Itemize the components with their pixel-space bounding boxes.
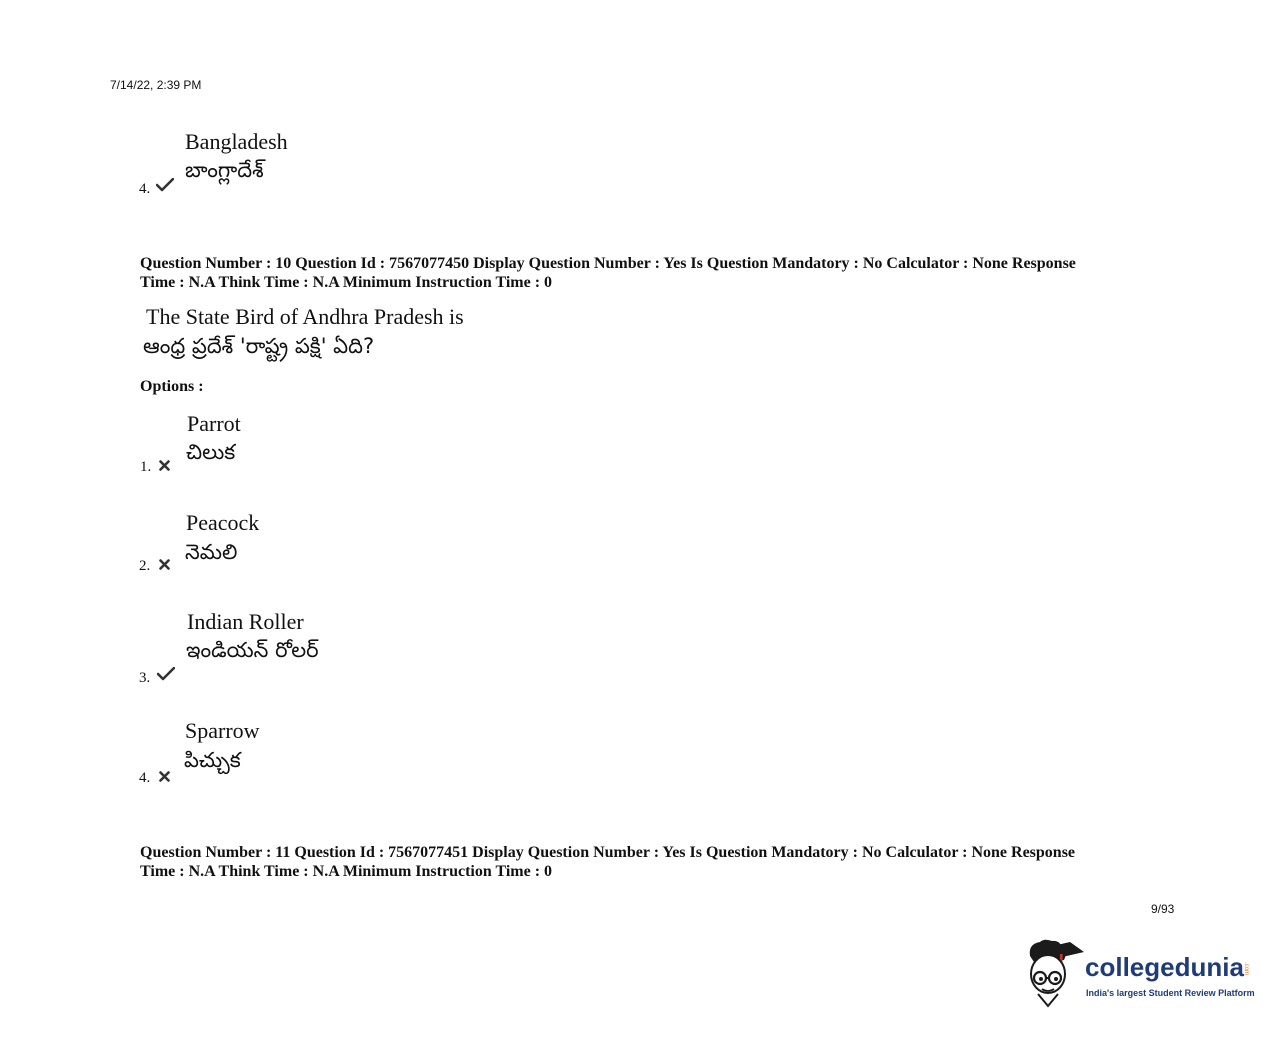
cross-icon — [159, 458, 170, 476]
page-number: 9/93 — [1151, 902, 1175, 916]
options-label: Options : — [140, 378, 204, 395]
option-2-text-te: నెమలి — [185, 540, 238, 564]
question-10-text-te: ఆంధ్ర ప్రదేశ్ 'రాష్ట్ర పక్షి' ఏది? — [143, 334, 375, 358]
logo-domain-suffix: .com — [1243, 962, 1249, 976]
option-3-number: 3. — [139, 670, 151, 686]
cross-icon — [159, 769, 170, 787]
option-4-text-te: పిచ్చుక — [184, 748, 241, 772]
option-1-number: 1. — [140, 459, 152, 475]
question-10-meta-line-2: Time : N.A Think Time : N.A Minimum Instruction Time : 0 — [140, 274, 553, 291]
cross-icon — [159, 557, 170, 575]
question-10-text-en: The State Bird of Andhra Pradesh is — [146, 304, 464, 329]
option-4-number: 4. — [139, 770, 151, 786]
option-1-text-en: Parrot — [187, 411, 241, 436]
option-2-text-en: Peacock — [186, 510, 260, 535]
question-11-meta-line-2: Time : N.A Think Time : N.A Minimum Instruction Time : 0 — [140, 863, 553, 880]
option-3-text-en: Indian Roller — [187, 609, 304, 634]
logo-tagline: India's largest Student Review Platform — [1086, 988, 1255, 998]
option-2-number: 2. — [139, 558, 151, 574]
collegedunia-mascot-icon — [1024, 938, 1086, 1015]
check-icon — [156, 178, 174, 197]
print-timestamp: 7/14/22, 2:39 PM — [110, 78, 202, 92]
prev-option-text-en: Bangladesh — [185, 129, 288, 154]
prev-option-text-te: బాంగ్లాదేశ్ — [185, 158, 264, 182]
option-1-text-te: చిలుక — [186, 440, 236, 464]
option-3-text-te: ఇండియన్ రోలర్ — [186, 638, 319, 662]
check-icon — [157, 667, 175, 686]
question-10-meta-line-1: Question Number : 10 Question Id : 7567077450 Display Question Number : Yes Is Question Mandatory : No Calculator : None Response — [140, 255, 1076, 272]
option-4-text-en: Sparrow — [185, 718, 260, 743]
logo-wordmark: collegedunia — [1085, 952, 1244, 982]
prev-option-number: 4. — [139, 181, 151, 197]
question-11-meta-line-1: Question Number : 11 Question Id : 7567077451 Display Question Number : Yes Is Question Mandatory : No Calculator : None Response — [140, 844, 1076, 861]
